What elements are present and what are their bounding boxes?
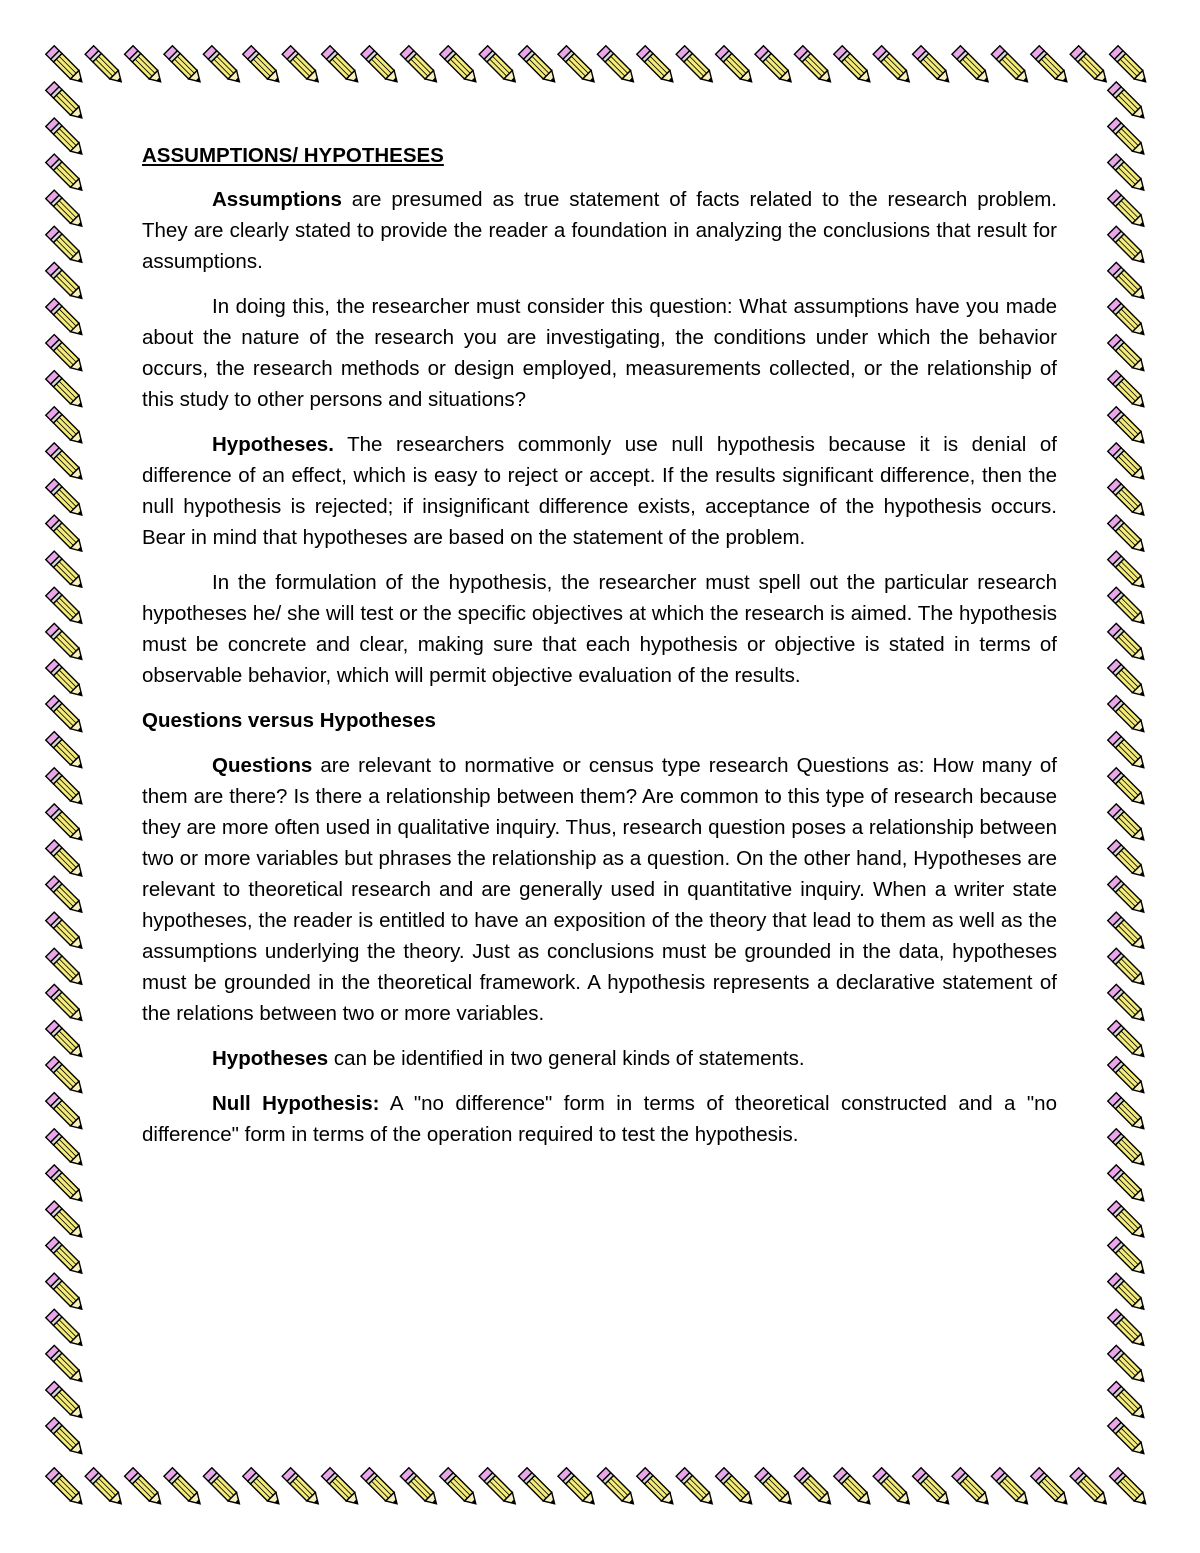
pencil-icon xyxy=(794,46,834,86)
paragraph-text: In doing this, the researcher must consider this question: What assumptions have you made about the nature of the research you are investigating, the conditions under which the behavior occurs, the research methods or design employed, measurements collected, or the relationship of this study to other persons and situations? xyxy=(142,295,1057,411)
pencil-icon xyxy=(1108,515,1148,555)
paragraph-lead: Hypotheses xyxy=(212,1047,329,1070)
pencil-icon xyxy=(203,46,243,86)
pencil-icon xyxy=(203,1468,243,1508)
paragraph-text: The researchers commonly use null hypothesis because it is denial of difference of an effect, which is easy to reject or accept. If the results significant difference, then the null hypothesis is rejected; if insignificant difference exists, acceptance of the hypothesis occurs. Bear in mind that hypotheses are based on the statement of the problem. xyxy=(142,433,1057,549)
pencil-icon xyxy=(46,1468,86,1508)
paragraph-lead: Null Hypothesis: xyxy=(212,1092,380,1115)
pencil-icon xyxy=(46,515,86,555)
pencil-icon xyxy=(1108,1345,1148,1385)
pencil-icon xyxy=(85,1468,125,1508)
pencil-icon xyxy=(440,46,480,86)
pencil-icon xyxy=(479,46,519,86)
pencil-icon xyxy=(1108,1418,1148,1458)
paragraph-hypotheses-kinds xyxy=(142,1043,1057,1074)
pencil-icon xyxy=(1108,1057,1148,1097)
pencil-icon xyxy=(1110,46,1150,86)
pencil-icon xyxy=(46,46,86,86)
pencil-icon xyxy=(637,1468,677,1508)
pencil-icon xyxy=(1108,876,1148,916)
pencil-icon xyxy=(46,1237,86,1277)
pencil-icon xyxy=(558,46,598,86)
pencil-icon xyxy=(282,46,322,86)
pencil-icon xyxy=(1031,46,1071,86)
pencil-icon xyxy=(597,1468,637,1508)
pencil-icon xyxy=(676,1468,716,1508)
pencil-icon xyxy=(1108,1165,1148,1205)
pencil-icon xyxy=(755,1468,795,1508)
pencil-icon xyxy=(558,1468,598,1508)
pencil-icon xyxy=(46,1309,86,1349)
pencil-icon xyxy=(322,46,362,86)
pencil-icon xyxy=(85,46,125,86)
pencil-icon xyxy=(519,46,559,86)
pencil-icon xyxy=(597,46,637,86)
pencil-icon xyxy=(1108,443,1148,483)
paragraph-hypotheses xyxy=(142,429,1057,553)
pencil-icon xyxy=(46,154,86,194)
pencil-icon xyxy=(282,1468,322,1508)
pencil-icon xyxy=(1108,1309,1148,1349)
pencil-icon xyxy=(913,46,953,86)
pencil-icon xyxy=(46,190,86,230)
pencil-icon xyxy=(1108,154,1148,194)
pencil-icon xyxy=(46,587,86,627)
pencil-icon xyxy=(952,1468,992,1508)
pencil-icon xyxy=(46,371,86,411)
pencil-icon xyxy=(46,479,86,519)
paragraph-text: are presumed as true statement of facts related to the research problem. They are clearly stated to provide the reader a foundation in analyzing the conclusions that result for assumptions. xyxy=(142,188,1057,273)
pencil-icon xyxy=(1108,407,1148,447)
pencil-icon xyxy=(46,804,86,844)
pencil-icon xyxy=(1031,1468,1071,1508)
pencil-icon xyxy=(716,1468,756,1508)
pencil-icon xyxy=(1070,46,1110,86)
paragraph-lead: Assumptions xyxy=(212,188,342,211)
pencil-icon xyxy=(1108,732,1148,772)
pencil-icon xyxy=(991,46,1031,86)
pencil-icon xyxy=(1108,551,1148,591)
pencil-icon xyxy=(1108,1093,1148,1133)
paragraph-question xyxy=(142,291,1057,415)
pencil-icon xyxy=(1108,587,1148,627)
pencil-icon xyxy=(794,1468,834,1508)
pencil-icon xyxy=(46,226,86,266)
pencil-icon xyxy=(46,696,86,736)
pencil-icon xyxy=(46,623,86,663)
pencil-icon xyxy=(1108,1381,1148,1421)
pencil-icon xyxy=(46,1418,86,1458)
pencil-icon xyxy=(243,1468,283,1508)
pencil-icon xyxy=(400,1468,440,1508)
paragraph-lead: Questions xyxy=(212,754,313,777)
pencil-icon xyxy=(755,46,795,86)
pencil-icon xyxy=(1108,1020,1148,1060)
pencil-icon xyxy=(46,1020,86,1060)
pencil-icon xyxy=(46,118,86,158)
pencil-icon xyxy=(1108,1237,1148,1277)
paragraph-assumptions xyxy=(142,184,1057,277)
pencil-icon xyxy=(46,298,86,338)
pencil-icon xyxy=(1108,623,1148,663)
pencil-icon xyxy=(361,46,401,86)
pencil-icon xyxy=(637,46,677,86)
paragraph-formulation xyxy=(142,567,1057,691)
pencil-icon xyxy=(46,948,86,988)
pencil-icon xyxy=(873,1468,913,1508)
pencil-icon xyxy=(1108,335,1148,375)
pencil-icon xyxy=(716,46,756,86)
pencil-icon xyxy=(46,1165,86,1205)
paragraph-text: are relevant to normative or census type research Questions as: How many of them are there? Is there a relationship between them? Are common to this type of research because they are more often used in qualitative inquiry. Thus, research question poses a relationship between two or more variables but phrases the relationship as a question. On the other hand, Hypotheses are relevant to theoretical research and are generally used in quantitative inquiry. When a writer state hypotheses, the reader is entitled to have an exposition of the theory that lead to them as well as the assumptions underlying the theory. Just as conclusions must be grounded in the data, hypotheses must be grounded in the theoretical framework. A hypothesis represents a declarative statement of the relations between two or more variables. xyxy=(142,754,1057,1025)
paragraph-null-hypothesis xyxy=(142,1088,1057,1150)
pencil-icon xyxy=(519,1468,559,1508)
pencil-icon xyxy=(952,46,992,86)
pencil-icon xyxy=(243,46,283,86)
pencil-icon xyxy=(46,659,86,699)
pencil-icon xyxy=(46,876,86,916)
pencil-icon xyxy=(46,551,86,591)
pencil-icon xyxy=(991,1468,1031,1508)
pencil-icon xyxy=(834,1468,874,1508)
paragraph-lead: Hypotheses. xyxy=(212,433,334,456)
pencil-icon xyxy=(46,912,86,952)
pencil-icon xyxy=(322,1468,362,1508)
paragraph-text: A "no difference" form in terms of theoretical constructed and a "no difference" form in terms of the operation required to test the hypothesis. xyxy=(142,1092,1057,1146)
pencil-icon xyxy=(1108,948,1148,988)
pencil-icon xyxy=(1108,696,1148,736)
pencil-icon xyxy=(1108,190,1148,230)
pencil-icon xyxy=(1108,1201,1148,1241)
pencil-icon xyxy=(125,1468,165,1508)
pencil-icon xyxy=(46,768,86,808)
document-body xyxy=(142,140,1057,1164)
paragraph-text: can be identified in two general kinds of statements. xyxy=(328,1047,805,1070)
pencil-icon xyxy=(1108,840,1148,880)
pencil-icon xyxy=(1108,82,1148,122)
pencil-icon xyxy=(46,1381,86,1421)
pencil-icon xyxy=(46,335,86,375)
pencil-icon xyxy=(46,1057,86,1097)
pencil-icon xyxy=(1108,1129,1148,1169)
pencil-icon xyxy=(676,46,716,86)
pencil-icon xyxy=(1108,479,1148,519)
pencil-icon xyxy=(1110,1468,1150,1508)
pencil-icon xyxy=(46,1093,86,1133)
pencil-icon xyxy=(46,1201,86,1241)
pencil-icon xyxy=(1108,371,1148,411)
pencil-icon xyxy=(873,46,913,86)
pencil-icon xyxy=(1108,912,1148,952)
pencil-icon xyxy=(46,82,86,122)
pencil-icon xyxy=(1108,984,1148,1024)
pencil-icon xyxy=(46,1129,86,1169)
pencil-icon xyxy=(440,1468,480,1508)
pencil-icon xyxy=(46,1345,86,1385)
pencil-icon xyxy=(1108,298,1148,338)
paragraph-questions xyxy=(142,750,1057,1029)
pencil-icon xyxy=(46,407,86,447)
pencil-icon xyxy=(46,732,86,772)
pencil-icon xyxy=(1108,226,1148,266)
pencil-icon xyxy=(1108,262,1148,302)
pencil-icon xyxy=(1108,1273,1148,1313)
pencil-icon xyxy=(46,1273,86,1313)
paragraph-text: In the formulation of the hypothesis, the researcher must spell out the particular research hypotheses he/ she will test or the specific objectives at which the research is aimed. The hypothesis must be concrete and clear, making sure that each hypothesis or objective is stated in terms of observable behavior, which will permit objective evaluation of the results. xyxy=(142,571,1057,687)
pencil-icon xyxy=(1108,659,1148,699)
pencil-icon xyxy=(1070,1468,1110,1508)
pencil-icon xyxy=(1108,804,1148,844)
pencil-icon xyxy=(125,46,165,86)
pencil-icon xyxy=(46,984,86,1024)
pencil-icon xyxy=(1108,118,1148,158)
pencil-icon xyxy=(46,262,86,302)
pencil-icon xyxy=(361,1468,401,1508)
pencil-icon xyxy=(164,46,204,86)
pencil-icon xyxy=(1108,768,1148,808)
pencil-icon xyxy=(164,1468,204,1508)
pencil-icon xyxy=(913,1468,953,1508)
pencil-icon xyxy=(400,46,440,86)
pencil-icon xyxy=(46,443,86,483)
section-subheading: Questions versus Hypotheses xyxy=(142,709,436,732)
pencil-icon xyxy=(834,46,874,86)
pencil-icon xyxy=(479,1468,519,1508)
page-heading: ASSUMPTIONS/ HYPOTHESES xyxy=(142,144,444,167)
pencil-icon xyxy=(46,840,86,880)
